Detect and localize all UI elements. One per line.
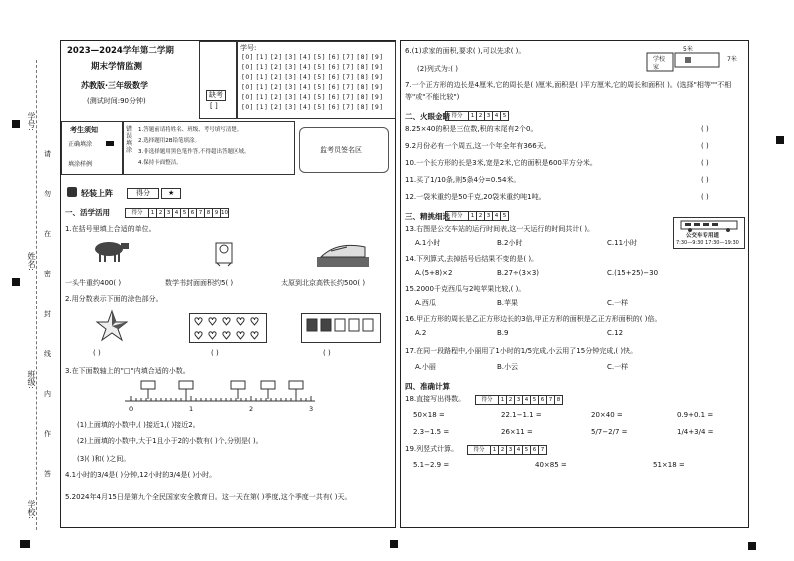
book-image: [211, 237, 237, 267]
seal-char: 线: [44, 350, 51, 358]
q2-blank-1[interactable]: ( ): [93, 349, 101, 357]
question-15: 15.2000千克西瓜与2吨苹果比较,( )。: [405, 285, 526, 293]
option[interactable]: A.1小时: [415, 239, 441, 247]
seal-char: 封: [44, 310, 51, 318]
score-cell[interactable]: 4: [493, 111, 501, 121]
svg-text:♥: ♥: [250, 317, 259, 328]
judge-question: 9.2月份必有一个周五,这一个年全年有366天。: [405, 142, 551, 150]
question-17: 17.在同一段路程中,小丽用了1小时的1/5完成,小云用了15分钟完成,( )快。: [405, 347, 638, 355]
vertical-calc-item: 5.1−2.9 =: [413, 461, 450, 469]
seal-char: 请: [44, 150, 51, 158]
option[interactable]: A.小丽: [415, 363, 436, 371]
seal-char: 勿: [44, 190, 51, 198]
score-cell[interactable]: 7: [539, 445, 547, 455]
option[interactable]: B.9: [497, 329, 509, 337]
option[interactable]: C.(15+25)−30: [607, 269, 659, 277]
calc-item: 5/7−2/7 =: [591, 428, 628, 436]
score-cell[interactable]: 8: [205, 208, 213, 218]
score-cell[interactable]: 6: [539, 395, 547, 405]
judge-question: 12.一袋米重约是50千克,20袋米重约吨1吨。: [405, 193, 546, 201]
signature-label: 监考员签名区: [320, 146, 362, 154]
svg-text:♥: ♥: [250, 331, 259, 342]
question-4: 4.1小时的3/4是( )分钟,12小时的3/4是( )小时。: [65, 471, 217, 479]
seal-char: 作: [44, 430, 51, 438]
alignment-mark: [20, 540, 30, 548]
score-cell[interactable]: 4: [515, 445, 523, 455]
judge-question: 11.买了1/10条,则5条4分=0.54米。: [405, 176, 521, 184]
id-grid-row[interactable]: [0] [1] [2] [3] [4] [5] [6] [7] [8] [9]: [242, 64, 384, 71]
calc-item: 26×11 =: [501, 428, 533, 436]
route-label-7m: 7米: [727, 56, 737, 63]
question-3b: (2)上面填的小数中,大于1且小于2的小数有( )个,分别是( )。: [77, 437, 263, 445]
score-cell[interactable]: 5: [181, 208, 189, 218]
score-cell[interactable]: 1: [469, 111, 477, 121]
score-bar: [467, 445, 547, 455]
score-cell[interactable]: 1: [149, 208, 157, 218]
alignment-mark: [390, 540, 398, 548]
axis-tick-label: 1: [189, 405, 194, 413]
vertical-calc-item: 40×85 =: [535, 461, 567, 469]
score-cell[interactable]: 1: [469, 211, 477, 221]
fill-sample: [106, 141, 114, 146]
q2-blank-3[interactable]: ( ): [323, 349, 331, 357]
section-banner: [67, 187, 77, 197]
absent-box: [199, 41, 237, 119]
q1-item-cow: 一头牛重约400( ): [65, 279, 122, 287]
route-label-home: 家: [653, 64, 660, 71]
margin-label-name: 姓名:: [27, 252, 36, 271]
section-1-title: 一、活学活用: [65, 208, 110, 217]
score-cell[interactable]: 3: [507, 445, 515, 455]
score-cell[interactable]: 5: [531, 395, 539, 405]
seal-char: 答: [44, 470, 51, 478]
score-cell[interactable]: 1: [499, 395, 507, 405]
option[interactable]: C.一样: [607, 363, 629, 371]
svg-text:♥: ♥: [194, 317, 203, 328]
svg-text:♥: ♥: [236, 331, 245, 342]
score-cell[interactable]: 1: [491, 445, 499, 455]
q2-blank-2[interactable]: ( ): [211, 349, 219, 357]
question-3a: (1)上面填的小数中,( )接近1,( )接近2。: [77, 421, 200, 429]
cups-figure: [301, 313, 381, 343]
q1-item-train: 太原到北京高铁长约500( ): [281, 279, 366, 287]
absent-mark[interactable]: [ ]: [210, 102, 218, 110]
margin-label-school: 学校:: [27, 500, 36, 519]
question-5: 5.2024年4月15日是第九个全民国家安全教育日。这一天在第( )季度,这个季度一共有( )天。: [65, 493, 352, 501]
question-6b: (2)列式为:( ): [417, 65, 458, 73]
score-cell[interactable]: 2: [477, 211, 485, 221]
score-cell[interactable]: 得分: [475, 395, 499, 405]
score-cell[interactable]: 得分: [125, 208, 149, 218]
q1-item-book: 数学书封面面积约5( ): [165, 279, 234, 287]
score-cell[interactable]: 得分: [445, 211, 469, 221]
score-cell[interactable]: 得分: [445, 111, 469, 121]
banner-title: 轻装上阵: [81, 189, 113, 198]
option[interactable]: A.西瓜: [415, 299, 436, 307]
notes-content: [123, 121, 295, 175]
note-line: 2.选择题用2B铅笔填涂。: [138, 138, 201, 144]
seal-char: 在: [44, 230, 51, 238]
score-cell[interactable]: 3: [485, 211, 493, 221]
margin-label-id: 学号:: [27, 112, 36, 131]
bus-icon: [680, 220, 738, 232]
option[interactable]: A.(5+8)×2: [415, 269, 453, 277]
id-grid-row[interactable]: [0] [1] [2] [3] [4] [5] [6] [7] [8] [9]: [242, 104, 384, 111]
axis-tick-label: 2: [249, 405, 254, 413]
option[interactable]: A.2: [415, 329, 427, 337]
id-grid-row[interactable]: [0] [1] [2] [3] [4] [5] [6] [7] [8] [9]: [242, 84, 384, 91]
student-id-grid: [237, 41, 396, 119]
calc-item: 20×40 =: [591, 411, 623, 419]
score-cell[interactable]: 7: [197, 208, 205, 218]
score-cell[interactable]: 8: [555, 395, 563, 405]
score-bar: [475, 395, 563, 405]
section-4-title: 四、准确计算: [405, 382, 450, 391]
alignment-mark: [748, 542, 756, 550]
score-cell[interactable]: 得分: [467, 445, 491, 455]
number-line: [121, 379, 321, 415]
bus-sign: [673, 217, 745, 249]
id-grid-row[interactable]: [0] [1] [2] [3] [4] [5] [6] [7] [8] [9]: [242, 54, 384, 61]
judge-blank[interactable]: ( ): [701, 176, 709, 184]
vertical-calc-item: 51×18 =: [653, 461, 685, 469]
judge-blank[interactable]: ( ): [701, 125, 709, 133]
section-3-title: 三、精挑细选: [405, 212, 450, 221]
svg-text:♥: ♥: [236, 317, 245, 328]
axis-tick-label: 3: [309, 405, 314, 413]
alignment-mark: [12, 278, 20, 286]
option[interactable]: C.11小时: [607, 239, 638, 247]
section-2-title: 二、火眼金睛: [405, 112, 450, 121]
score-cell[interactable]: 5: [501, 111, 509, 121]
calc-item: 22.1−1.1 =: [501, 411, 542, 419]
right-page: [400, 40, 749, 528]
absent-label: 缺考: [206, 90, 226, 101]
bus-label: 公交车专用道: [686, 233, 720, 239]
svg-text:♥: ♥: [222, 331, 231, 342]
score-cell[interactable]: 3: [515, 395, 523, 405]
hearts-figure: [189, 313, 267, 343]
question-7: 7.一个正方形的边长是4厘米,它的周长是( )厘米,面积是( )平方厘米,它的周长和面积( )。(选择"相等""不相等"或"不能比较"): [405, 81, 732, 101]
margin-label-class: 班级:: [27, 370, 36, 389]
route-label-5m: 5米: [683, 46, 693, 53]
score-bar: [445, 211, 509, 221]
svg-text:♥: ♥: [208, 317, 217, 328]
score-cell[interactable]: 6: [531, 445, 539, 455]
judge-blank[interactable]: ( ): [701, 142, 709, 150]
score-bar: [445, 111, 509, 121]
star-figure: [95, 309, 129, 343]
question-16: 16.甲正方形的周长是乙正方形边长的3倍,甲正方形的面积是乙正方形面积的( )倍。: [405, 315, 662, 323]
id-grid-row[interactable]: [0] [1] [2] [3] [4] [5] [6] [7] [8] [9]: [242, 74, 384, 81]
calc-item: 50×18 =: [413, 411, 445, 419]
score-cell[interactable]: 2: [477, 111, 485, 121]
notes-vertical-label: 错误填涂: [126, 126, 133, 154]
question-1: 1.在括号里填上合适的单位。: [65, 225, 156, 233]
judge-question: 8.25×40的积是三位数,积的末尾有2个0。: [405, 125, 538, 133]
question-2: 2.用分数表示下面的涂色部分。: [65, 295, 163, 303]
notes-title: 考生须知: [70, 126, 98, 134]
notes-box: [61, 121, 123, 175]
question-18: 18.直接写出得数。: [405, 395, 466, 403]
question-6: 6.(1)求家的面积,要求( ),可以先求( )。: [405, 47, 526, 55]
subject-title: 苏教版·三年级数学: [81, 81, 149, 90]
option[interactable]: C.一样: [607, 299, 629, 307]
option[interactable]: B.2小时: [497, 239, 523, 247]
score-cell[interactable]: 4: [493, 211, 501, 221]
score-cell[interactable]: 3: [485, 111, 493, 121]
calc-item: 1/4+3/4 =: [677, 428, 714, 436]
banner-star: ★: [161, 188, 181, 199]
score-cell[interactable]: 5: [523, 445, 531, 455]
option[interactable]: B.小云: [497, 363, 519, 371]
svg-text:♥: ♥: [208, 331, 217, 342]
note-line: 3.非选择题用黑色笔作答,不得超出答题区域。: [138, 149, 250, 155]
question-13: 13.右图是公交车站的运行时间表,这一天运行的时间共计( )。: [405, 225, 595, 233]
calc-item: 2.3−1.5 =: [413, 428, 450, 436]
question-19: 19.列竖式计算。: [405, 445, 459, 453]
judge-question: 10.一个长方形的长是3米,宽是2米,它的面积是600平方分米。: [405, 159, 597, 167]
score-cell[interactable]: 6: [189, 208, 197, 218]
score-cell[interactable]: 4: [523, 395, 531, 405]
svg-text:♥: ♥: [194, 331, 203, 342]
year-title: 2023—2024学年第二学期: [67, 46, 174, 56]
alignment-mark: [12, 120, 20, 128]
route-label-school: 学校: [653, 56, 666, 63]
note-line: 4.保持卡面整洁。: [138, 160, 182, 166]
option[interactable]: B.27÷(3×3): [497, 269, 540, 277]
student-id-label: 学号:: [240, 44, 257, 52]
note-line: 1.答题前请将姓名、班级、考号填写清楚。: [138, 127, 243, 133]
score-cell[interactable]: 9: [213, 208, 221, 218]
question-3c: (3)( )和( )之间。: [77, 455, 131, 463]
judge-blank[interactable]: ( ): [701, 159, 709, 167]
bus-times: 7:30—9:30 17:30—19:30: [676, 240, 739, 246]
alignment-mark: [776, 136, 784, 144]
exam-title: 期末学情监测: [91, 62, 143, 72]
option[interactable]: C.12: [607, 329, 624, 337]
score-cell[interactable]: 7: [547, 395, 555, 405]
score-cell[interactable]: 5: [501, 211, 509, 221]
seal-char: 内: [44, 390, 51, 398]
question-3: 3.在下面数轴上的"□"内填合适的小数。: [65, 367, 190, 375]
score-cell[interactable]: 10: [221, 210, 228, 216]
svg-text:♥: ♥: [222, 317, 231, 328]
score-cell[interactable]: 2: [507, 395, 515, 405]
score-cell[interactable]: 2: [157, 208, 165, 218]
axis-tick-label: 0: [129, 405, 134, 413]
judge-blank[interactable]: ( ): [701, 193, 709, 201]
signature-area: [299, 127, 389, 173]
time-limit: (测试时间:90分钟): [87, 97, 146, 105]
calc-item: 0.9+0.1 =: [677, 411, 714, 419]
left-page: [60, 40, 396, 528]
score-cell[interactable]: 2: [499, 445, 507, 455]
id-grid-row[interactable]: [0] [1] [2] [3] [4] [5] [6] [7] [8] [9]: [242, 94, 384, 101]
correct-fill-label: 正确填涂: [68, 141, 93, 148]
fill-example-label: 填涂样例: [68, 161, 93, 168]
seal-char: 密: [44, 270, 51, 278]
score-cell[interactable]: 4: [173, 208, 181, 218]
banner-score: 得分: [127, 188, 159, 199]
cow-image: [89, 237, 133, 263]
train-image: [317, 237, 369, 267]
score-bar: [125, 208, 229, 218]
score-cell[interactable]: 3: [165, 208, 173, 218]
question-14: 14.下列算式,去掉括号后结果不变的是( )。: [405, 255, 539, 263]
option[interactable]: B.苹果: [497, 299, 519, 307]
